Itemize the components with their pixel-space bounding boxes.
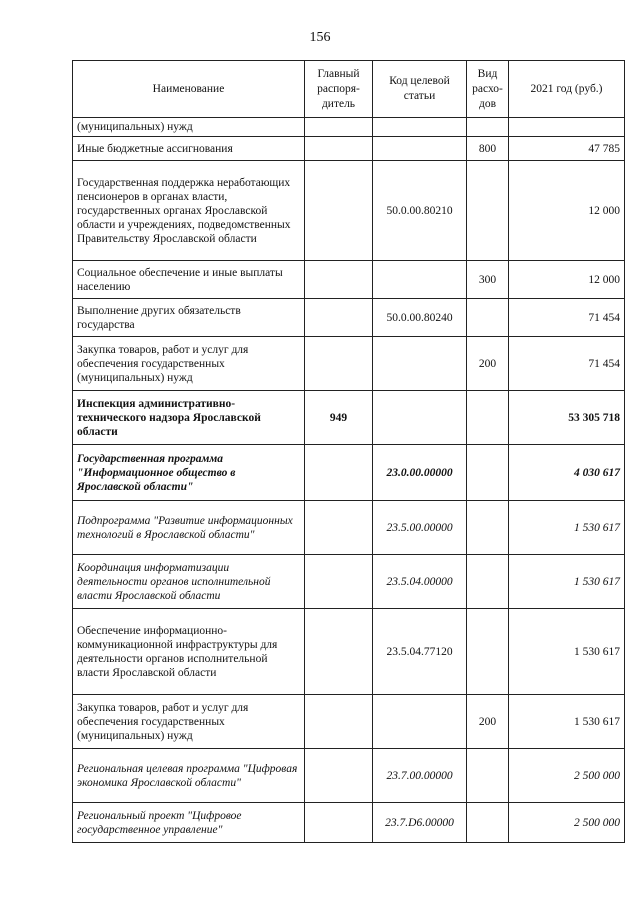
cell-vid: 200 [467,695,509,749]
cell-grbs [305,337,373,391]
table-row [73,161,625,261]
cell-vid [467,391,509,445]
cell-code [373,695,467,749]
table-row [73,749,625,803]
cell-amount: 1 530 617 [509,501,625,555]
table-row [73,695,625,749]
cell-name: Подпрограмма "Развитие информационных технологий в Ярославской области" [73,501,305,555]
cell-amount: 2 500 000 [509,803,625,843]
cell-code: 23.7.D6.00000 [373,803,467,843]
cell-grbs [305,137,373,161]
cell-amount: 2 500 000 [509,749,625,803]
cell-grbs [305,695,373,749]
cell-name: Региональная целевая программа "Цифровая экономика Ярославской области" [73,749,305,803]
cell-amount: 53 305 718 [509,391,625,445]
cell-code: 23.0.00.00000 [373,445,467,501]
cell-grbs [305,803,373,843]
cell-code: 23.5.00.00000 [373,501,467,555]
cell-name: Государственная программа "Информационное общество в Ярославской области" [73,445,305,501]
cell-name: Социальное обеспечение и иные выплаты населению [73,261,305,299]
cell-grbs: 949 [305,391,373,445]
cell-vid [467,803,509,843]
cell-amount: 12 000 [509,261,625,299]
budget-table [72,60,625,843]
cell-name: Закупка товаров, работ и услуг для обеспечения государственных (муниципальных) нужд [73,695,305,749]
cell-grbs [305,118,373,137]
cell-amount [509,118,625,137]
cell-code: 50.0.00.80240 [373,299,467,337]
table-row [73,609,625,695]
cell-vid [467,749,509,803]
cell-vid [467,299,509,337]
cell-amount: 4 030 617 [509,445,625,501]
page-number: 156 [309,30,331,45]
cell-code [373,118,467,137]
cell-amount: 47 785 [509,137,625,161]
cell-vid [467,501,509,555]
cell-vid: 300 [467,261,509,299]
cell-name: Региональный проект "Цифровое государственное управление" [73,803,305,843]
table-row [73,118,625,137]
header-grbs: Главный распоря-дитель [305,61,373,118]
cell-amount: 1 530 617 [509,555,625,609]
cell-code [373,391,467,445]
cell-name: Выполнение других обязательств государства [73,299,305,337]
cell-grbs [305,609,373,695]
cell-grbs [305,445,373,501]
cell-name: Инспекция административно-технического надзора Ярославской области [73,391,305,445]
header-amount: 2021 год (руб.) [509,61,625,118]
cell-grbs [305,161,373,261]
table-row [73,445,625,501]
cell-vid [467,118,509,137]
table-row [73,555,625,609]
cell-grbs [305,501,373,555]
cell-amount: 1 530 617 [509,695,625,749]
table-body [73,118,625,843]
cell-amount: 71 454 [509,337,625,391]
header-name: Наименование [73,61,305,118]
cell-vid: 200 [467,337,509,391]
cell-grbs [305,749,373,803]
table-header-row [73,61,625,118]
cell-name: Закупка товаров, работ и услуг для обеспечения государственных (муниципальных) нужд [73,337,305,391]
header-vid: Вид расхо-дов [467,61,509,118]
cell-code: 50.0.00.80210 [373,161,467,261]
cell-vid [467,609,509,695]
cell-vid: 800 [467,137,509,161]
cell-name: Иные бюджетные ассигнования [73,137,305,161]
cell-name: (муниципальных) нужд [73,118,305,137]
cell-code: 23.7.00.00000 [373,749,467,803]
cell-grbs [305,261,373,299]
table-row [73,803,625,843]
table-row [73,391,625,445]
cell-name: Обеспечение информационно-коммуникационной инфраструктуры для деятельности органов исполнительной власти Ярославской области [73,609,305,695]
cell-name: Государственная поддержка неработающих пенсионеров в органах власти, государственных органах Ярославской области и учреждениях, подведомственных Правительству Ярославской области [73,161,305,261]
table-row [73,137,625,161]
header-code: Код целевой статьи [373,61,467,118]
cell-vid [467,161,509,261]
cell-code [373,337,467,391]
table-row [73,261,625,299]
cell-code: 23.5.04.00000 [373,555,467,609]
cell-vid [467,555,509,609]
table-row [73,299,625,337]
cell-grbs [305,299,373,337]
cell-code: 23.5.04.77120 [373,609,467,695]
cell-grbs [305,555,373,609]
cell-vid [467,445,509,501]
cell-amount: 12 000 [509,161,625,261]
cell-code [373,137,467,161]
cell-code [373,261,467,299]
cell-amount: 1 530 617 [509,609,625,695]
table-row [73,501,625,555]
cell-name: Координация информатизации деятельности органов исполнительной власти Ярославской области [73,555,305,609]
cell-amount: 71 454 [509,299,625,337]
table-row [73,337,625,391]
